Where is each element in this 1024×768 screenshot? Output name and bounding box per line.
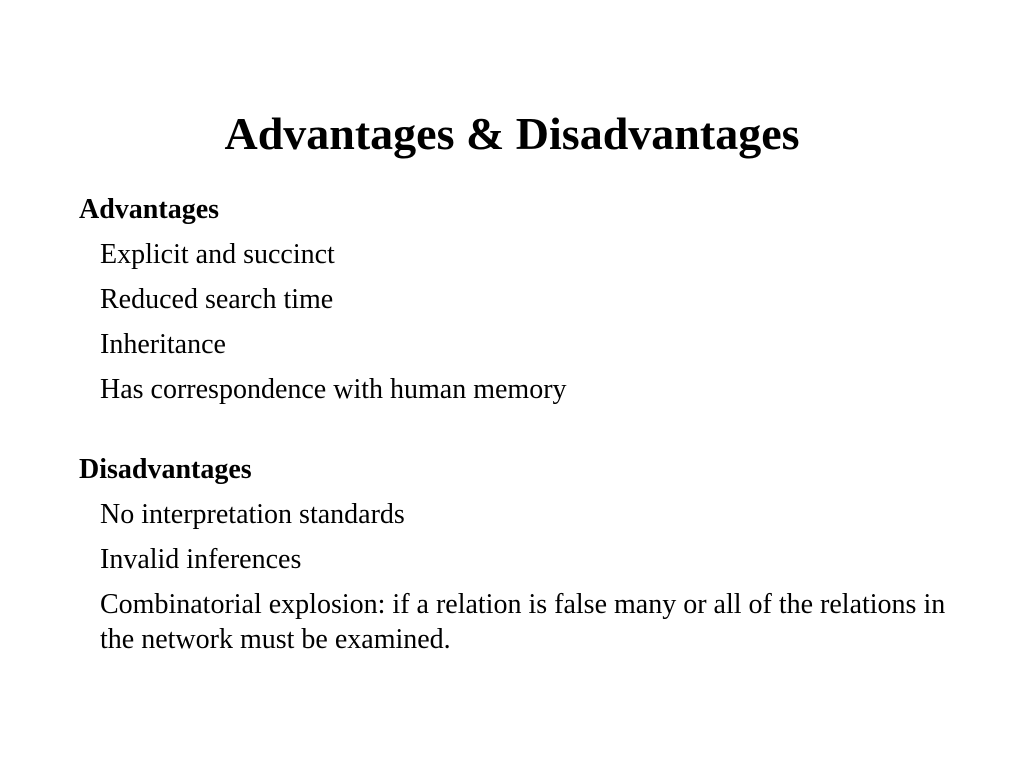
disadvantages-heading: Disadvantages (79, 454, 252, 485)
slide-title: Advantages & Disadvantages (224, 108, 800, 159)
disadvantages-section (79, 452, 959, 657)
list-item: No interpretation standards (100, 499, 405, 530)
advantages-section (79, 192, 959, 407)
advantages-list (79, 237, 959, 407)
section-spacer (79, 417, 959, 452)
disadvantages-list (79, 497, 959, 657)
list-item: Reduced search time (100, 284, 334, 315)
list-item: Has correspondence with human memory (100, 374, 567, 405)
list-item: Invalid inferences (100, 544, 302, 575)
slide-content (79, 192, 959, 667)
list-item: Explicit and succinct (100, 239, 335, 270)
advantages-heading: Advantages (79, 194, 220, 225)
list-item: Inheritance (100, 329, 226, 360)
list-item: Combinatorial explosion: if a relation is false many or all of the relations in the network must be examined. (100, 589, 946, 655)
